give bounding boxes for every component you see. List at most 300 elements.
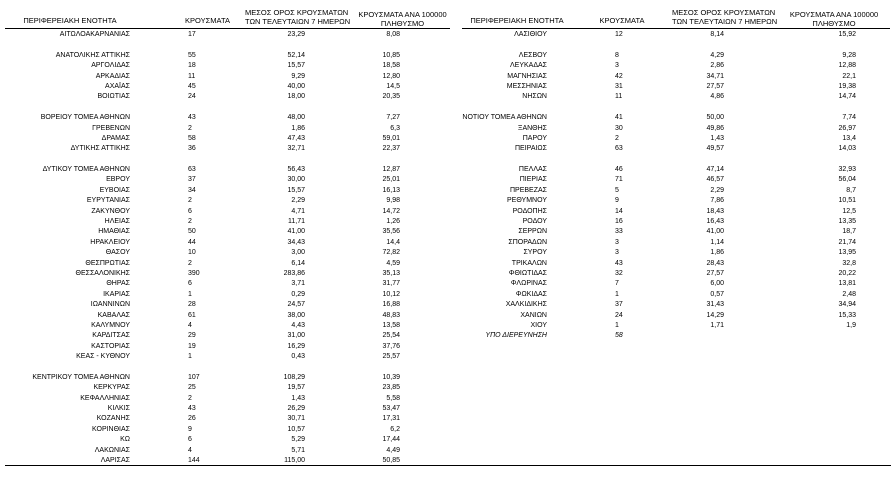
per100k-cell: 26,97: [838, 124, 856, 132]
per100k-cell: 48,83: [382, 311, 400, 319]
cases-cell: 33: [615, 228, 623, 236]
header-per100k-1: ΚΡΟΥΣΜΑΤΑ ΑΝΑ 100000: [789, 10, 879, 19]
table-row: [5, 259, 450, 269]
table-row: [5, 321, 450, 331]
cases-cell: 1: [188, 290, 192, 298]
cases-cell: 37: [615, 301, 623, 309]
cases-cell: 12: [615, 31, 623, 38]
per100k-cell: 7,74: [842, 114, 856, 122]
table-row: [462, 124, 890, 134]
avg-cell: 16,29: [287, 342, 305, 350]
avg-cell: 7,86: [710, 197, 724, 205]
table-row: [5, 113, 450, 123]
region-cell: ΚΑΡΔΙΤΣΑΣ: [92, 332, 130, 340]
table-row: [5, 290, 450, 300]
avg-cell: 30,71: [287, 415, 305, 423]
cases-cell: 58: [188, 134, 196, 142]
avg-cell: 50,00: [706, 114, 724, 122]
avg-cell: 49,57: [706, 145, 724, 153]
per100k-cell: 14,72: [382, 207, 400, 215]
avg-cell: 2,86: [710, 62, 724, 70]
cases-cell: 26: [188, 415, 196, 423]
table-row: [5, 82, 450, 92]
avg-cell: 15,57: [287, 62, 305, 70]
region-cell: ΔΡΑΜΑΣ: [101, 134, 130, 142]
per100k-cell: 13,81: [838, 280, 856, 288]
region-cell: ΒΟΙΩΤΙΑΣ: [97, 93, 130, 101]
avg-cell: 41,00: [706, 228, 724, 236]
cases-cell: 28: [188, 301, 196, 309]
per100k-cell: 8,08: [386, 31, 400, 38]
table-spacer-row: [5, 363, 450, 373]
cases-cell: 17: [188, 31, 196, 38]
per100k-cell: 59,01: [382, 134, 400, 142]
region-cell: ΑΙΤΩΛΟΑΚΑΡΝΑΝΙΑΣ: [59, 31, 130, 38]
per100k-cell: 18,7: [842, 228, 856, 236]
avg-cell: 8,14: [710, 31, 724, 38]
cases-cell: 34: [188, 186, 196, 194]
header-avg-1: ΜΕΣΟΣ ΟΡΟΣ ΚΡΟΥΣΜΑΤΩΝ: [245, 8, 349, 17]
region-cell: ΤΡΙΚΑΛΩΝ: [511, 259, 547, 267]
per100k-cell: 1,26: [386, 218, 400, 226]
region-cell: ΚΟΡΙΝΘΙΑΣ: [92, 425, 130, 433]
table-spacer-row: [5, 40, 450, 50]
table-row: [462, 72, 890, 82]
cases-cell: 4: [188, 321, 192, 329]
per100k-cell: 50,85: [382, 457, 400, 465]
table-row: [5, 134, 450, 144]
header-region: ΠΕΡΙΦΕΡΕΙΑΚΗ ΕΝΟΤΗΤΑ: [23, 16, 117, 25]
per100k-cell: 72,82: [382, 249, 400, 257]
cases-cell: 19: [188, 342, 196, 350]
cases-cell: 16: [615, 218, 623, 226]
table-row: [462, 144, 890, 154]
per100k-cell: 5,58: [386, 394, 400, 402]
region-cell: ΥΠΟ ΔΙΕΡΕΥΝΗΣΗ: [485, 332, 547, 340]
cases-cell: 46: [615, 166, 623, 174]
cases-cell: 24: [615, 311, 623, 319]
cases-cell: 18: [188, 62, 196, 70]
cases-cell: 63: [188, 166, 196, 174]
table-row: [5, 425, 450, 435]
region-cell: ΜΑΓΝΗΣΙΑΣ: [507, 72, 547, 80]
avg-cell: 46,57: [706, 176, 724, 184]
per100k-cell: 13,35: [838, 218, 856, 226]
avg-cell: 32,71: [287, 145, 305, 153]
table-row: [5, 51, 450, 61]
right-table-body: [462, 30, 890, 342]
region-cell: ΚΟΖΑΝΗΣ: [96, 415, 130, 423]
table-row: [462, 227, 890, 237]
table-row: [462, 51, 890, 61]
per100k-cell: 25,54: [382, 332, 400, 340]
region-cell: ΙΩΑΝΝΙΝΩΝ: [90, 301, 130, 309]
region-cell: ΚΙΛΚΙΣ: [107, 405, 130, 413]
per100k-cell: 53,47: [382, 405, 400, 413]
per100k-cell: 18,58: [382, 62, 400, 70]
cases-cell: 6: [188, 207, 192, 215]
avg-cell: 10,57: [287, 425, 305, 433]
region-cell: ΚΑΣΤΟΡΙΑΣ: [91, 342, 130, 350]
avg-cell: 26,29: [287, 405, 305, 413]
table-row: [5, 217, 450, 227]
per100k-cell: 34,94: [838, 301, 856, 309]
avg-cell: 6,14: [291, 259, 305, 267]
avg-cell: 4,86: [710, 93, 724, 101]
cases-cell: 6: [188, 280, 192, 288]
avg-cell: 47,14: [706, 166, 724, 174]
per100k-cell: 10,51: [838, 197, 856, 205]
table-row: [462, 321, 890, 331]
cases-cell: 3: [615, 238, 619, 246]
cases-cell: 11: [188, 72, 196, 80]
region-cell: ΦΛΩΡΙΝΑΣ: [510, 280, 547, 288]
region-cell: ΣΕΡΡΩΝ: [518, 228, 547, 236]
region-cell: ΛΕΣΒΟΥ: [518, 51, 547, 59]
cases-cell: 43: [188, 405, 196, 413]
per100k-cell: 9,98: [386, 197, 400, 205]
per100k-cell: 4,59: [386, 259, 400, 267]
cases-cell: 30: [615, 124, 623, 132]
avg-cell: 48,00: [287, 114, 305, 122]
avg-cell: 4,43: [291, 321, 305, 329]
region-cell: ΛΑΡΙΣΑΣ: [100, 457, 130, 465]
avg-cell: 1,86: [291, 124, 305, 132]
cases-cell: 41: [615, 114, 623, 122]
per100k-cell: 37,76: [382, 342, 400, 350]
table-row: [5, 248, 450, 258]
right-table-header: [462, 6, 890, 29]
table-spacer-row: [5, 103, 450, 113]
per100k-cell: 12,87: [382, 166, 400, 174]
table-row: [5, 383, 450, 393]
cases-cell: 2: [188, 394, 192, 402]
header-avg-1: ΜΕΣΟΣ ΟΡΟΣ ΚΡΟΥΣΜΑΤΩΝ: [672, 8, 776, 17]
per100k-cell: 8,7: [846, 186, 856, 194]
avg-cell: 16,43: [706, 218, 724, 226]
cases-cell: 6: [188, 436, 192, 444]
per100k-cell: 13,4: [842, 134, 856, 142]
region-cell: ΡΟΔΟΥ: [522, 218, 547, 226]
cases-cell: 44: [188, 238, 196, 246]
region-cell: ΣΠΟΡΑΔΩΝ: [508, 238, 547, 246]
per100k-cell: 10,12: [382, 290, 400, 298]
per100k-cell: 32,8: [842, 259, 856, 267]
region-cell: ΘΕΣΠΡΩΤΙΑΣ: [85, 259, 130, 267]
avg-cell: 3,71: [291, 280, 305, 288]
avg-cell: 2,29: [291, 197, 305, 205]
table-row: [462, 113, 890, 123]
cases-cell: 42: [615, 72, 623, 80]
region-cell: ΧΑΝΙΩΝ: [520, 311, 547, 319]
region-cell: ΛΑΣΙΘΙΟΥ: [514, 31, 547, 38]
avg-cell: 0,29: [291, 290, 305, 298]
per100k-cell: 23,85: [382, 384, 400, 392]
table-row: [462, 248, 890, 258]
avg-cell: 34,43: [287, 238, 305, 246]
table-row: [462, 30, 890, 40]
per100k-cell: 14,5: [386, 82, 400, 90]
header-cases: ΚΡΟΥΣΜΑΤΑ: [185, 16, 230, 25]
table-row: [462, 61, 890, 71]
header-per100k-1: ΚΡΟΥΣΜΑΤΑ ΑΝΑ 100000: [358, 10, 447, 19]
avg-cell: 31,00: [287, 332, 305, 340]
table-row: [5, 165, 450, 175]
table-row: [5, 238, 450, 248]
region-cell: ΘΗΡΑΣ: [106, 280, 130, 288]
table-row: [462, 165, 890, 175]
table-row: [5, 404, 450, 414]
table-row: [5, 435, 450, 445]
cases-cell: 58: [615, 332, 623, 340]
cases-cell: 24: [188, 93, 196, 101]
table-spacer-row: [5, 155, 450, 165]
table-row: [462, 259, 890, 269]
avg-cell: 24,57: [287, 301, 305, 309]
region-cell: ΣΥΡΟΥ: [523, 249, 547, 257]
table-row: [5, 144, 450, 154]
per100k-cell: 6,2: [390, 425, 400, 433]
per100k-cell: 12,80: [382, 72, 400, 80]
per100k-cell: 25,01: [382, 176, 400, 184]
per100k-cell: 13,95: [838, 249, 856, 257]
region-cell: ΠΙΕΡΙΑΣ: [519, 176, 547, 184]
region-cell: ΗΡΑΚΛΕΙΟΥ: [90, 238, 130, 246]
table-row: [5, 175, 450, 185]
per100k-cell: 35,56: [382, 228, 400, 236]
cases-cell: 2: [188, 124, 192, 132]
table-row: [5, 30, 450, 40]
cases-cell: 71: [615, 176, 623, 184]
per100k-cell: 21,74: [838, 238, 856, 246]
header-avg-2: ΤΩΝ ΤΕΛΕΥΤΑΙΩΝ 7 ΗΜΕΡΩΝ: [245, 17, 351, 26]
region-cell: ΚΕΡΚΥΡΑΣ: [93, 384, 130, 392]
avg-cell: 1,86: [710, 249, 724, 257]
table-row: [462, 175, 890, 185]
avg-cell: 28,43: [706, 259, 724, 267]
per100k-cell: 32,93: [838, 166, 856, 174]
region-cell: ΕΒΡΟΥ: [106, 176, 130, 184]
header-cases: ΚΡΟΥΣΜΑΤΑ: [599, 16, 645, 25]
avg-cell: 283,86: [283, 269, 305, 277]
per100k-cell: 12,5: [842, 207, 856, 215]
table-row: [5, 311, 450, 321]
region-cell: ΠΡΕΒΕΖΑΣ: [509, 186, 547, 194]
region-cell: ΒΟΡΕΙΟΥ ΤΟΜΕΑ ΑΘΗΝΩΝ: [40, 114, 130, 122]
cases-cell: 1: [188, 353, 192, 361]
region-cell: ΑΡΓΟΛΙΔΑΣ: [91, 62, 130, 70]
per100k-cell: 14,74: [838, 93, 856, 101]
cases-cell: 5: [615, 186, 619, 194]
table-row: [5, 186, 450, 196]
avg-cell: 18,00: [287, 93, 305, 101]
avg-cell: 27,57: [706, 269, 724, 277]
per100k-cell: 16,88: [382, 301, 400, 309]
cases-cell: 1: [615, 321, 619, 329]
table-row: [5, 373, 450, 383]
avg-cell: 23,29: [287, 31, 305, 38]
table-row: [462, 311, 890, 321]
per100k-cell: 20,22: [838, 269, 856, 277]
region-cell: ΡΕΘΥΜΝΟΥ: [506, 197, 547, 205]
table-row: [5, 394, 450, 404]
table-row: [462, 238, 890, 248]
region-cell: ΑΝΑΤΟΛΙΚΗΣ ΑΤΤΙΚΗΣ: [55, 51, 130, 59]
per100k-cell: 10,39: [382, 373, 400, 381]
region-cell: ΕΥΒΟΙΑΣ: [99, 186, 130, 194]
table-row: [462, 207, 890, 217]
avg-cell: 40,00: [287, 82, 305, 90]
table-spacer-row: [462, 103, 890, 113]
table-row: [5, 446, 450, 456]
cases-cell: 43: [615, 259, 623, 267]
cases-cell: 29: [188, 332, 196, 340]
table-row: [462, 92, 890, 102]
region-cell: ΔΥΤΙΚΟΥ ΤΟΜΕΑ ΑΘΗΝΩΝ: [42, 166, 130, 174]
region-cell: ΔΥΤΙΚΗΣ ΑΤΤΙΚΗΣ: [70, 145, 130, 153]
table-bottom-rule: [5, 465, 891, 466]
region-cell: ΚΩ: [120, 436, 130, 444]
table-row: [5, 352, 450, 362]
cases-cell: 2: [188, 259, 192, 267]
per100k-cell: 15,92: [838, 31, 856, 38]
table-row: [462, 196, 890, 206]
per100k-cell: 4,49: [386, 446, 400, 454]
region-cell: ΚΕΦΑΛΛΗΝΙΑΣ: [80, 394, 130, 402]
cases-cell: 3: [615, 62, 619, 70]
table-row: [5, 92, 450, 102]
per100k-cell: 17,31: [382, 415, 400, 423]
per100k-cell: 19,38: [838, 82, 856, 90]
cases-cell: 2: [615, 134, 619, 142]
region-cell: ΚΑΛΥΜΝΟΥ: [91, 321, 130, 329]
avg-cell: 6,00: [710, 280, 724, 288]
region-cell: ΧΙΟΥ: [530, 321, 547, 329]
table-row: [5, 269, 450, 279]
cases-cell: 61: [188, 311, 196, 319]
cases-cell: 107: [188, 373, 200, 381]
table-spacer-row: [462, 40, 890, 50]
table-row: [5, 300, 450, 310]
left-table-body: [5, 30, 450, 466]
cases-cell: 32: [615, 269, 623, 277]
region-cell: ΓΡΕΒΕΝΩΝ: [92, 124, 130, 132]
per100k-cell: 6,3: [390, 124, 400, 132]
table-row: [5, 61, 450, 71]
avg-cell: 14,29: [706, 311, 724, 319]
avg-cell: 11,71: [288, 218, 305, 226]
table-row: [5, 207, 450, 217]
cases-cell: 2: [188, 197, 192, 205]
cases-cell: 3: [615, 249, 619, 257]
region-cell: ΠΕΙΡΑΙΩΣ: [515, 145, 547, 153]
region-cell: ΘΑΣΟΥ: [105, 249, 130, 257]
cases-cell: 390: [188, 269, 200, 277]
table-row: [462, 82, 890, 92]
region-cell: ΚΕΑΣ - ΚΥΘΝΟΥ: [76, 353, 130, 361]
avg-cell: 56,43: [287, 166, 305, 174]
table-row: [462, 290, 890, 300]
avg-cell: 27,57: [706, 82, 724, 90]
avg-cell: 1,71: [710, 321, 724, 329]
table-row: [462, 186, 890, 196]
per100k-cell: 17,44: [382, 436, 400, 444]
per100k-cell: 9,28: [842, 51, 856, 59]
header-avg-2: ΤΩΝ ΤΕΛΕΥΤΑΙΩΝ 7 ΗΜΕΡΩΝ: [672, 17, 778, 26]
table-row: [5, 342, 450, 352]
table-spacer-row: [462, 155, 890, 165]
avg-cell: 4,29: [710, 51, 724, 59]
cases-cell: 9: [615, 197, 619, 205]
per100k-cell: 14,03: [838, 145, 856, 153]
region-cell: ΗΜΑΘΙΑΣ: [98, 228, 130, 236]
cases-cell: 31: [615, 82, 623, 90]
left-table-header: [5, 6, 450, 29]
per100k-cell: 31,77: [382, 280, 400, 288]
per100k-cell: 15,33: [838, 311, 856, 319]
region-cell: ΡΟΔΟΠΗΣ: [512, 207, 547, 215]
avg-cell: 3,00: [291, 249, 305, 257]
region-cell: ΠΕΛΛΑΣ: [518, 166, 547, 174]
cases-cell: 55: [188, 51, 196, 59]
avg-cell: 1,43: [291, 394, 305, 402]
cases-cell: 10: [188, 249, 196, 257]
table-row: [5, 227, 450, 237]
header-per100k-2: ΠΛΗΘΥΣΜΟ: [380, 19, 425, 28]
avg-cell: 115,00: [284, 457, 305, 465]
avg-cell: 47,43: [287, 134, 305, 142]
region-cell: ΜΕΣΣΗΝΙΑΣ: [506, 82, 547, 90]
cases-cell: 43: [188, 114, 196, 122]
per100k-cell: 12,88: [838, 62, 856, 70]
region-cell: ΦΘΙΩΤΙΔΑΣ: [508, 269, 547, 277]
cases-cell: 144: [188, 457, 200, 465]
per100k-cell: 7,27: [386, 114, 400, 122]
cases-cell: 36: [188, 145, 196, 153]
header-region: ΠΕΡΙΦΕΡΕΙΑΚΗ ΕΝΟΤΗΤΑ: [470, 16, 564, 25]
per100k-cell: 14,4: [386, 238, 400, 246]
per100k-cell: 13,58: [382, 321, 400, 329]
table-row: [5, 124, 450, 134]
table-row: [462, 134, 890, 144]
per100k-cell: 35,13: [382, 269, 400, 277]
table-row: [462, 300, 890, 310]
cases-cell: 1: [615, 290, 619, 298]
region-cell: ΗΛΕΙΑΣ: [104, 218, 130, 226]
cases-cell: 7: [615, 280, 619, 288]
table-row: [462, 269, 890, 279]
region-cell: ΦΩΚΙΔΑΣ: [515, 290, 547, 298]
region-cell: ΘΕΣΣΑΛΟΝΙΚΗΣ: [75, 269, 130, 277]
avg-cell: 19,57: [287, 384, 305, 392]
cases-cell: 2: [188, 218, 192, 226]
cases-cell: 50: [188, 228, 196, 236]
avg-cell: 38,00: [287, 311, 305, 319]
avg-cell: 1,14: [710, 238, 724, 246]
avg-cell: 4,71: [291, 207, 305, 215]
cases-cell: 9: [188, 425, 192, 433]
avg-cell: 49,86: [706, 124, 724, 132]
per100k-cell: 2,48: [842, 290, 856, 298]
table-row: [5, 196, 450, 206]
region-cell: ΖΑΚΥΝΘΟΥ: [91, 207, 130, 215]
avg-cell: 18,43: [706, 207, 724, 215]
region-cell: ΧΑΛΚΙΔΙΚΗΣ: [505, 301, 547, 309]
avg-cell: 108,29: [283, 373, 305, 381]
region-cell: ΠΑΡΟΥ: [522, 134, 547, 142]
avg-cell: 15,57: [287, 186, 305, 194]
region-cell: ΑΧΑΪΑΣ: [105, 82, 130, 90]
